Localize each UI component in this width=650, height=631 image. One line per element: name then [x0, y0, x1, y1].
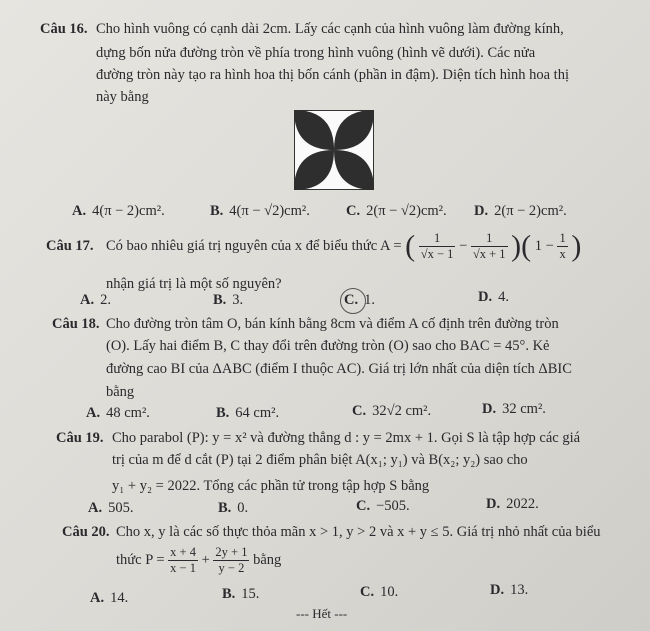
- q17-expression: Có bao nhiêu giá trị nguyên của x để biểu thức A = ( $\frac{1}{√x - 1}$ − $\frac{1}{√x + 1}$ )( 1 − $\frac{1}{x}$ ): [106, 229, 582, 263]
- q18-option-c[interactable]: C. 32√2 cm².: [352, 403, 432, 419]
- four-petal-flower-figure: [294, 110, 374, 190]
- q16-label: Câu 16.: [40, 21, 88, 37]
- q16-line4: này bằng: [96, 89, 149, 105]
- q20-label: Câu 20.: [62, 524, 110, 540]
- q19-line2: trị của m để d cắt (P) tại 2 điểm phân biệt A(x₁; y₁) và B(x₂; y₂) sao cho: [112, 452, 528, 468]
- q17-label: Câu 17.: [46, 238, 94, 254]
- q20-line1: Cho x, y là các số thực thỏa mãn x > 1, y > 2 và x + y ≤ 5. Giá trị nhỏ nhất của biểu: [116, 524, 601, 540]
- q17-option-c[interactable]: C. 1.: [344, 292, 375, 308]
- q20-option-c[interactable]: C. 10.: [360, 584, 399, 600]
- q20-option-a[interactable]: A. 14.: [90, 590, 129, 606]
- q19-label: Câu 19.: [56, 430, 104, 446]
- q20-expression: thức P = $\frac{x + 4}{x - 1}$ + $\frac{2y + 1}{y - 2}$ bằng: [116, 545, 282, 575]
- q16-line1: Cho hình vuông có cạnh dài 2cm. Lấy các cạnh của hình vuông làm đường kính,: [96, 21, 564, 37]
- q17-option-a[interactable]: A. 2.: [80, 292, 111, 308]
- q18-option-d[interactable]: D. 32 cm².: [482, 401, 546, 417]
- q18-label: Câu 18.: [52, 316, 100, 332]
- footer-end: --- Hết ---: [296, 606, 348, 621]
- q18-option-a[interactable]: A. 48 cm².: [86, 405, 150, 421]
- q19-option-a[interactable]: A. 505.: [88, 500, 134, 516]
- q18-line2: (O). Lấy hai điểm B, C thay đổi trên đường tròn (O) sao cho BAC = 45°. Kẻ: [106, 338, 550, 354]
- q17-option-b[interactable]: B. 3.: [213, 292, 244, 308]
- q16-line2: dựng bốn nửa đường tròn về phía trong hình vuông (hình vẽ dưới). Các nửa: [96, 45, 536, 61]
- q19-option-c[interactable]: C. −505.: [356, 498, 410, 514]
- q17-option-d[interactable]: D. 4.: [478, 289, 509, 305]
- q18-option-b[interactable]: B. 64 cm².: [216, 405, 280, 421]
- q18-line1: Cho đường tròn tâm O, bán kính bằng 8cm và điểm A cố định trên đường tròn: [106, 316, 559, 332]
- q16-line3: đường tròn này tạo ra hình hoa thị bốn cánh (phần in đậm). Diện tích hình hoa thị: [96, 67, 569, 83]
- q19-line3: y₁ + y₂ = 2022. Tổng các phần tử trong tập hợp S bằng: [112, 478, 430, 494]
- q19-option-b[interactable]: B. 0.: [218, 500, 249, 516]
- q16-option-c[interactable]: C. 2(π − √2)cm².: [346, 203, 447, 219]
- q19-line1: Cho parabol (P): y = x² và đường thẳng d : y = 2mx + 1. Gọi S là tập hợp các giá: [112, 430, 581, 446]
- q16-option-b[interactable]: B. 4(π − √2)cm².: [210, 203, 310, 219]
- q19-option-d[interactable]: D. 2022.: [486, 496, 539, 512]
- q16-option-a[interactable]: A. 4(π − 2)cm².: [72, 203, 165, 219]
- q17-line2: nhận giá trị là một số nguyên?: [106, 276, 282, 292]
- q18-line4: bằng: [106, 384, 135, 400]
- q16-option-d[interactable]: D. 2(π − 2)cm².: [474, 203, 567, 219]
- q20-option-b[interactable]: B. 15.: [222, 586, 260, 602]
- q20-option-d[interactable]: D. 13.: [490, 582, 529, 598]
- q18-line3: đường cao BI của ΔABC (điểm I thuộc AC). Giá trị lớn nhất của diện tích ΔBIC: [106, 361, 572, 377]
